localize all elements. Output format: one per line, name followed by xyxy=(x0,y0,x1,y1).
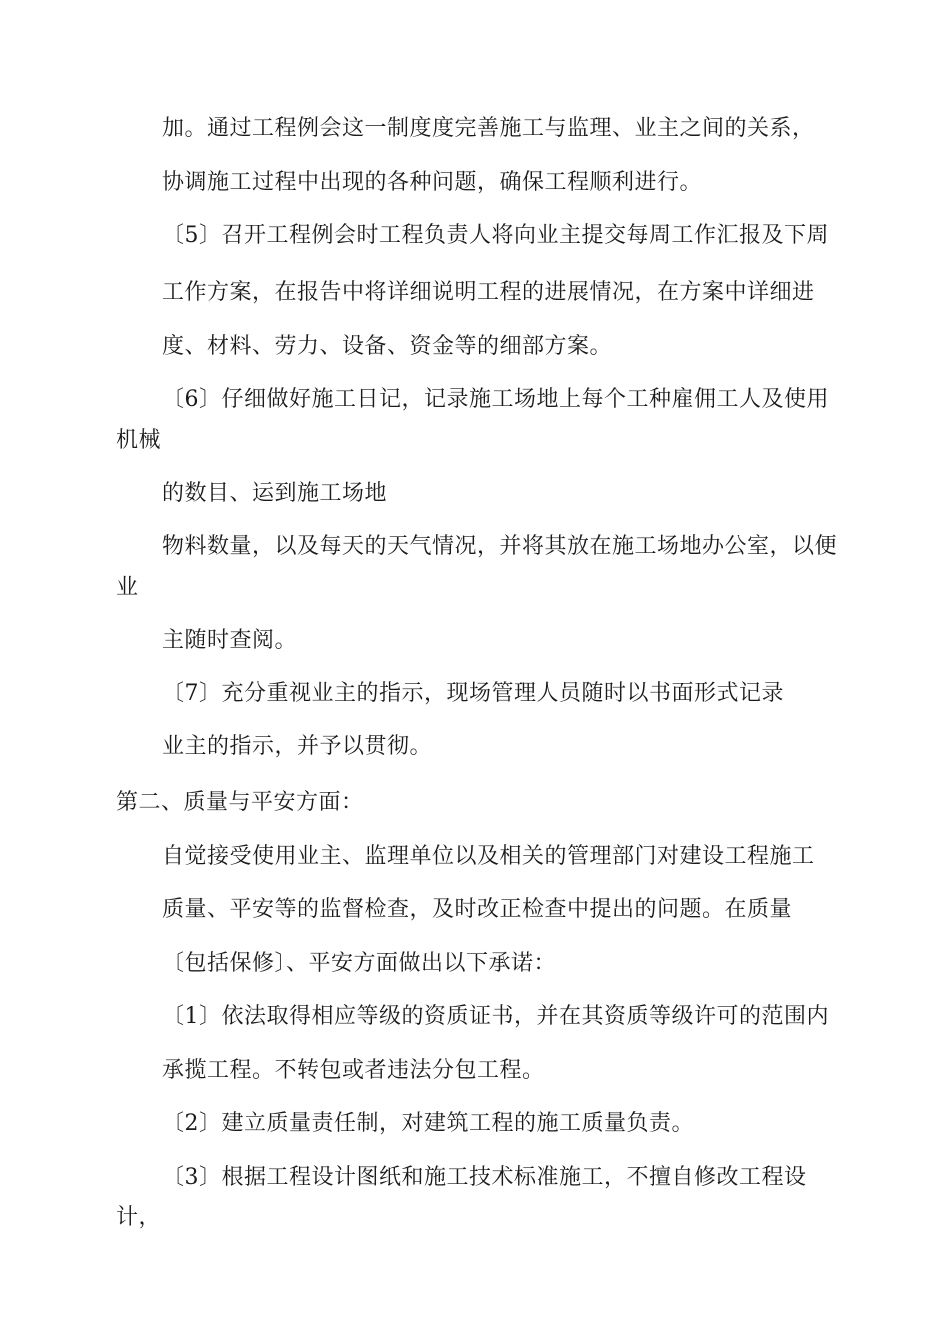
text-line: 〔3〕根据工程设计图纸和施工技术标准施工，不擅自修改工程设 xyxy=(162,1165,807,1190)
text-line: 自觉接受使用业主、监理单位以及相关的管理部门对建设工程施工 xyxy=(162,844,815,869)
text-line: 业 xyxy=(116,575,139,600)
text-line: 〔6〕仔细做好施工日记，记录施工场地上每个工种雇佣工人及使用 xyxy=(162,387,829,412)
text-line: 的数目、运到施工场地 xyxy=(162,481,388,506)
text-line: 〔1〕依法取得相应等级的资质证书，并在其资质等级许可的范围内 xyxy=(162,1004,829,1029)
text-line: 〔7〕充分重视业主的指示，现场管理人员随时以书面形式记录 xyxy=(162,681,784,706)
text-line: 机械 xyxy=(116,428,162,453)
text-line: 〔包括保修〕、平安方面做出以下承诺： xyxy=(162,951,557,976)
text-line: 度、材料、劳力、设备、资金等的细部方案。 xyxy=(162,334,613,359)
text-line: 〔5〕召开工程例会时工程负责人将向业主提交每周工作汇报及下周 xyxy=(162,223,829,248)
text-line: 工作方案，在报告中将详细说明工程的进展情况，在方案中详细进 xyxy=(162,280,815,305)
text-line: 业主的指示，并予以贯彻。 xyxy=(162,734,433,759)
text-line: 承揽工程。不转包或者违法分包工程。 xyxy=(162,1058,545,1083)
text-line: 计， xyxy=(116,1205,162,1230)
text-line: 〔2〕建立质量责任制，对建筑工程的施工质量负责。 xyxy=(162,1111,694,1136)
text-line: 质量、平安等的监督检查，及时改正检查中提出的问题。在质量 xyxy=(162,897,793,922)
text-line: 加。通过工程例会这一制度度完善施工与监理、业主之间的关系， xyxy=(162,116,815,141)
text-line: 物料数量，以及每天的天气情况，并将其放在施工场地办公室，以便 xyxy=(162,534,838,559)
section-heading: 第二、质量与平安方面： xyxy=(116,790,364,815)
text-line: 协调施工过程中出现的各种问题，确保工程顺利进行。 xyxy=(162,170,703,195)
text-line: 主随时查阅。 xyxy=(162,628,298,653)
